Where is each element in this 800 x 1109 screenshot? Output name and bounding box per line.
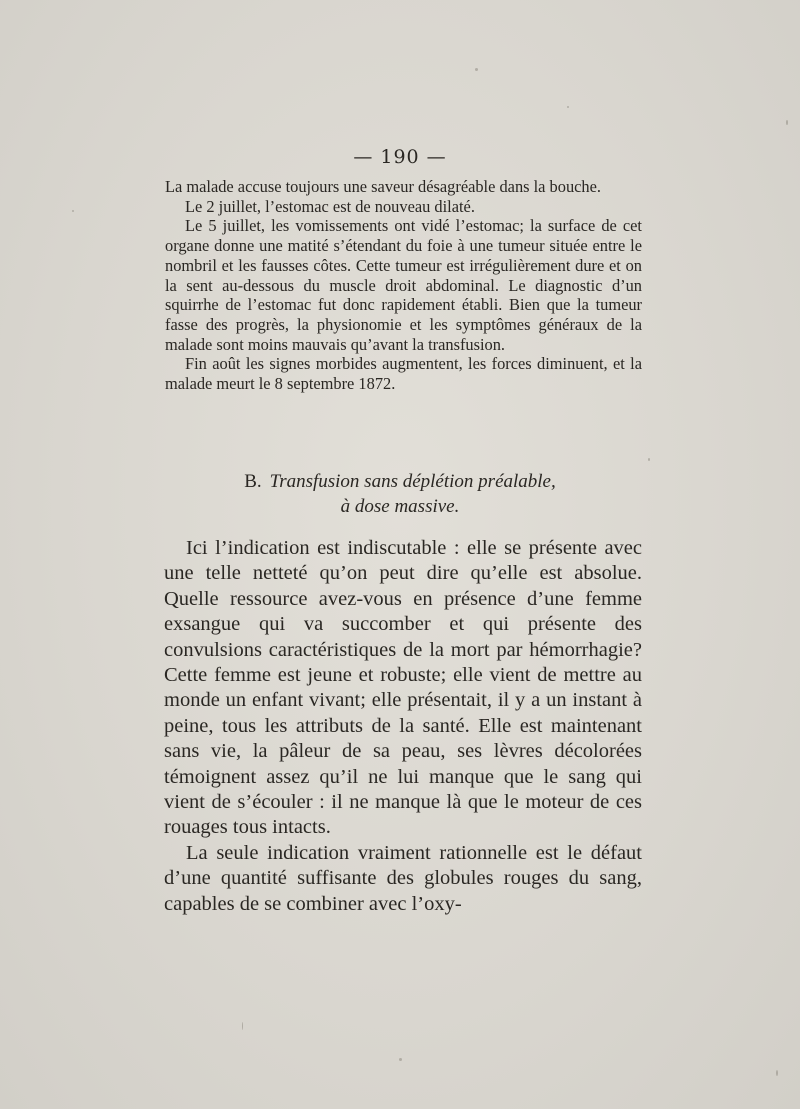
paper-speck xyxy=(475,68,478,71)
body-paragraph: Ici l’indication est indiscutable : elle se présente avec une telle netteté qu’on peut dire qu’elle est absolue. Quelle ressource avez-vous en présence d’une femme exsangue qui va succomber et qui présente des convulsions caractéristiques de la mort par hémorrhagie? Cette femme est jeune et robuste; elle vient de mettre au monde un enfant vivant; elle présentait, il y a un instant à peine, tous les attributs de la santé. Elle est maintenant sans vie, la pâleur de sa peau, ses lèvres décolorées témoignent assez qu’il ne lui manque que le sang qui vient de s’écouler : il ne manque là que le moteur de ces rouages tous intacts. xyxy=(164,537,642,839)
case-paragraph: Le 5 juillet, les vomissements ont vidé l’estomac; la surface de cet organe donne une matité s’étendant du foie à une tumeur située entre le nombril et les fausses côtes. Cette tumeur est irrégulièrement dure et on la sent au-dessous du muscle droit abdominal. Le diagnostic d’un squirrhe de l’estomac fut donc rapidement établi. Bien que la tumeur fasse des progrès, la physionomie et les symptômes généraux de la malade sont moins mauvais qu’avant la transfusion. xyxy=(165,216,642,354)
paper-speck xyxy=(242,1022,243,1030)
section-heading xyxy=(0,469,800,519)
paper-speck xyxy=(72,210,74,212)
paper-speck xyxy=(399,1058,402,1061)
case-report-text xyxy=(165,177,642,394)
paper-speck xyxy=(567,106,569,108)
page-number: — 190 — xyxy=(353,146,447,168)
section-title-part-2: à dose massive. xyxy=(340,496,460,517)
case-paragraph: La malade accuse toujours une saveur désagréable dans la bouche. xyxy=(165,177,601,196)
section-heading-line-1 xyxy=(0,469,800,494)
case-paragraph: Le 2 juillet, l’estomac est de nouveau dilaté. xyxy=(185,196,475,216)
case-paragraph: Fin août les signes morbides augmentent, les forces diminuent, et la malade meurt le 8 septembre 1872. xyxy=(165,354,642,394)
paper-speck xyxy=(786,120,788,125)
body-paragraph: La seule indication vraiment rationnelle est le défaut d’une quantité suffisante des globules rouges du sang, capables de se combiner avec l’oxy- xyxy=(164,841,642,915)
section-letter: B. xyxy=(244,471,262,492)
main-body-text xyxy=(164,536,642,917)
section-heading-line-2 xyxy=(0,494,800,519)
section-title-part-1: Transfusion sans déplétion préalable, xyxy=(269,471,556,492)
paper-speck xyxy=(648,458,650,461)
paper-speck xyxy=(776,1070,778,1076)
